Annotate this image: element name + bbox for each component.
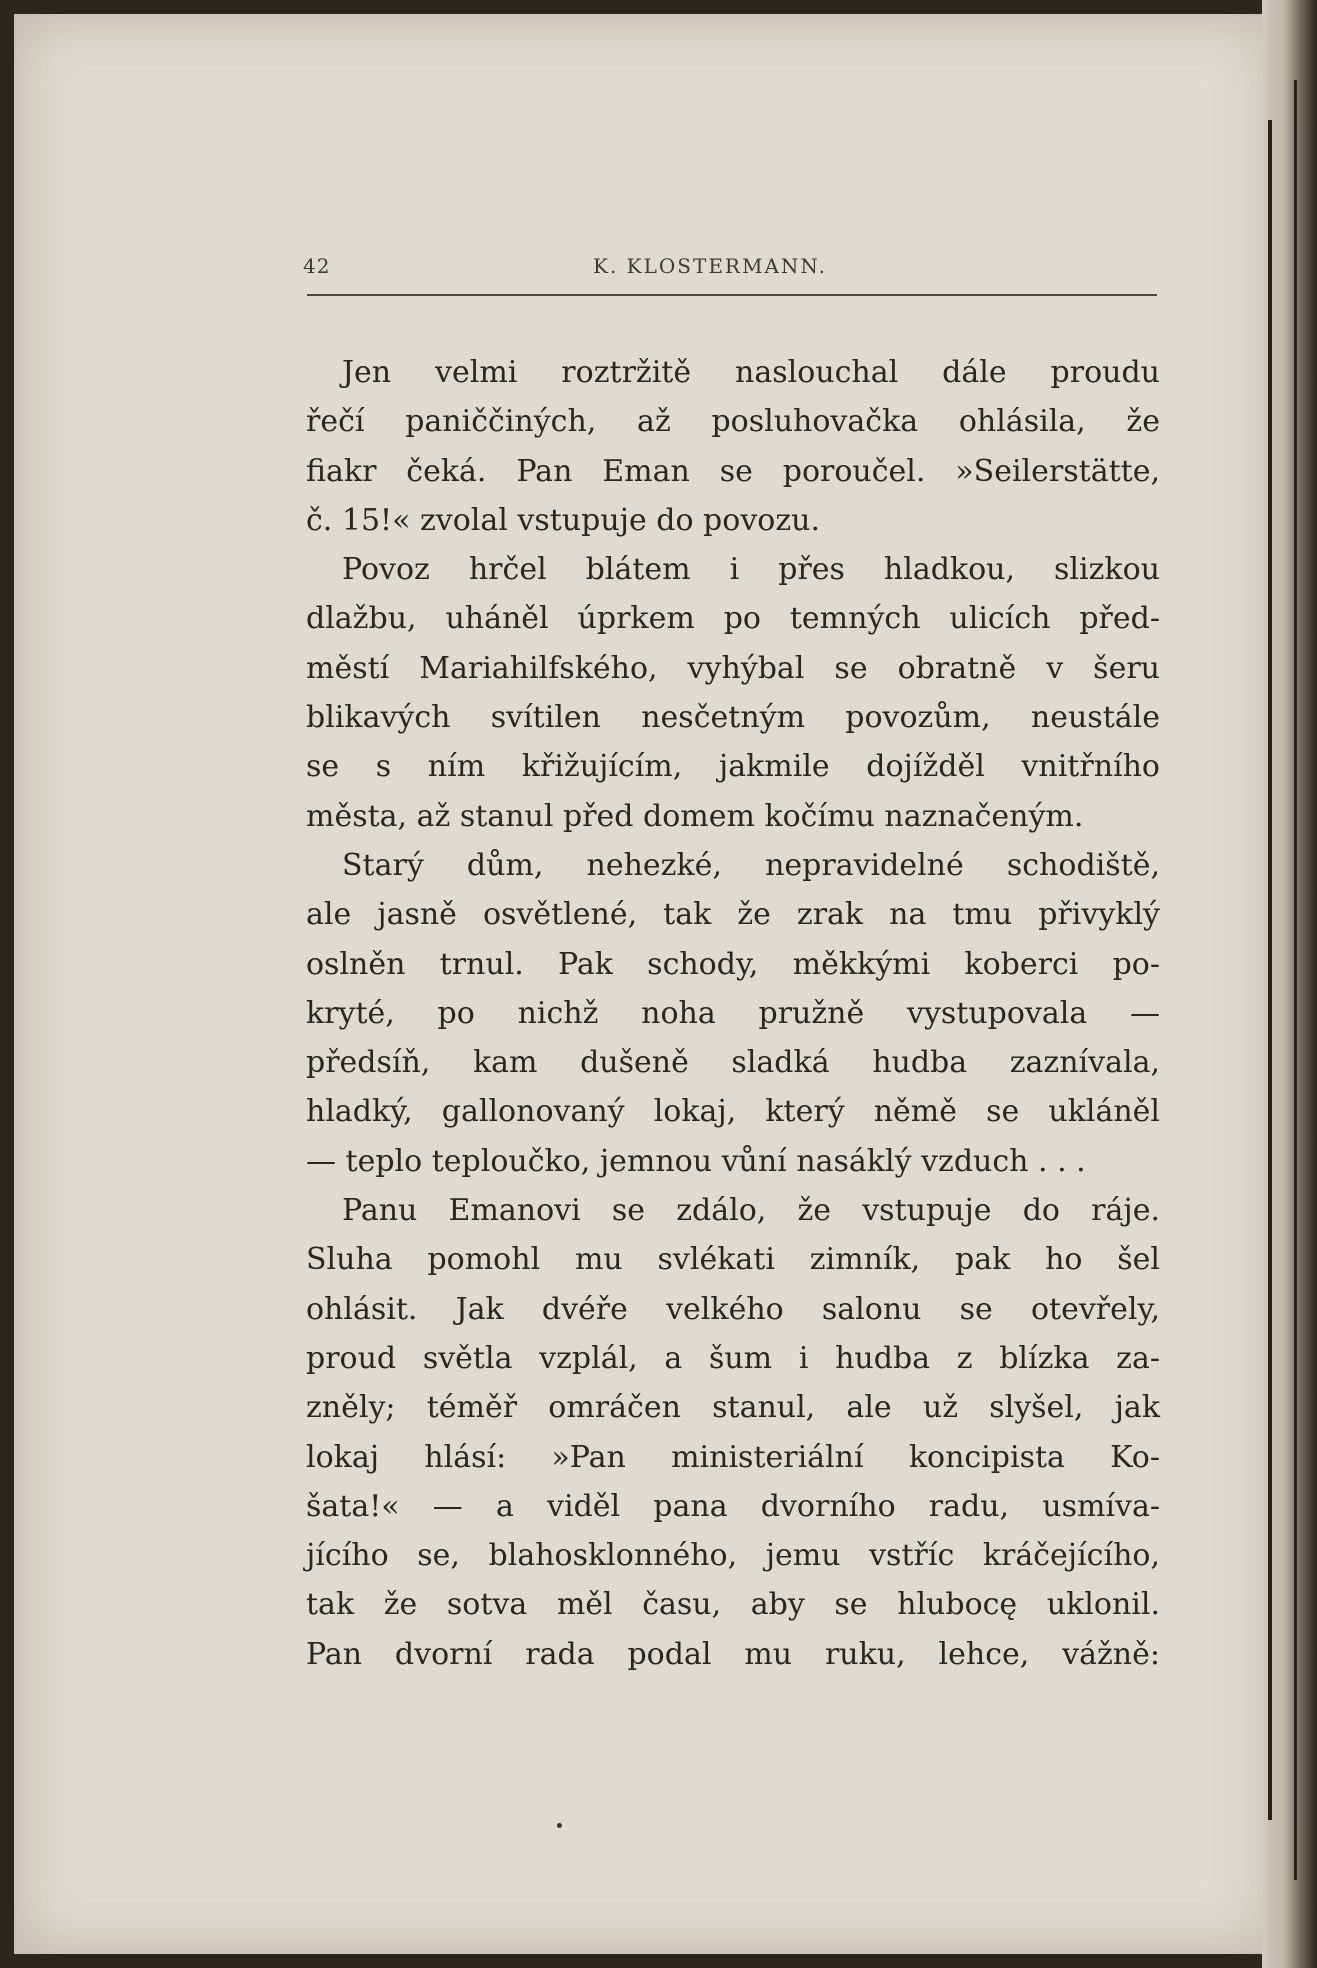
text-line: blikavých svítilen nesčetným povozům, neustále bbox=[306, 700, 1160, 736]
text-line: ohlásit. Jak dvéře velkého salonu se otevřely, bbox=[306, 1291, 1160, 1327]
text-line: fiakr čeká. Pan Eman se poroučel. »Seilerstätte, bbox=[306, 453, 1160, 489]
page-number: 42 bbox=[303, 254, 331, 278]
spine-shadow-line bbox=[1294, 80, 1297, 1880]
print-speck bbox=[557, 1823, 562, 1828]
text-line: šata!« — a viděl pana dvorního radu, usmíva- bbox=[306, 1488, 1160, 1524]
text-line: předsíň, kam dušeně sladká hudba zaznívala, bbox=[306, 1045, 1160, 1081]
text-line: jícího se, blahosklonného, jemu vstříc kráčejícího, bbox=[306, 1538, 1160, 1574]
book-spine-edge bbox=[1262, 0, 1317, 1968]
text-line: zněly; téměř omráčen stanul, ale už slyšel, jak bbox=[306, 1390, 1160, 1426]
text-line: Panu Emanovi se zdálo, že vstupuje do ráje. bbox=[342, 1193, 1160, 1229]
body-text bbox=[306, 348, 1160, 1679]
text-line: ale jasně osvětlené, tak že zrak na tmu přivyklý bbox=[306, 897, 1160, 933]
text-line: — teplo teploučko, jemnou vůní nasáklý vzduch . . . bbox=[306, 1143, 1086, 1179]
text-line: Jen velmi roztržitě naslouchal dále proudu bbox=[342, 355, 1160, 390]
spine-shadow-line bbox=[1268, 120, 1272, 1820]
text-line: tak že sotva měl času, aby se hlubocę uklonil. bbox=[306, 1587, 1160, 1623]
text-line: proud světla vzplál, a šum i hudba z blízka za- bbox=[306, 1340, 1160, 1376]
text-line: č. 15!« zvolal vstupuje do povozu. bbox=[306, 502, 820, 538]
running-head-title: K. KLOSTERMANN. bbox=[593, 254, 827, 278]
header-rule bbox=[307, 294, 1157, 296]
text-line: městí Mariahilfského, vyhýbal se obratně v šeru bbox=[306, 650, 1160, 686]
text-line: oslněn trnul. Pak schody, měkkými koberci po- bbox=[306, 946, 1160, 982]
text-line: lokaj hlásí: »Pan ministeriální koncipista Ko- bbox=[306, 1439, 1160, 1475]
text-line: Povoz hrčel blátem i přes hladkou, slizkou bbox=[342, 552, 1160, 588]
text-line: hladký, gallonovaný lokaj, který němě se ukláněl bbox=[306, 1094, 1160, 1130]
text-line: řečí paniččiných, až posluhovačka ohlásila, že bbox=[306, 404, 1160, 440]
text-line: Starý dům, nehezké, nepravidelné schodiště, bbox=[342, 847, 1160, 883]
text-line: města, až stanul před domem kočímu naznačeným. bbox=[306, 798, 1084, 834]
text-line: kryté, po nichž noha pružně vystupovala — bbox=[306, 995, 1160, 1031]
text-line: se s ním křižujícím, jakmile dojížděl vnitřního bbox=[306, 749, 1160, 785]
text-line: Sluha pomohl mu svlékati zimník, pak ho šel bbox=[306, 1242, 1160, 1278]
text-line: Pan dvorní rada podal mu ruku, lehce, vážně: bbox=[306, 1636, 1160, 1672]
running-head bbox=[291, 254, 1161, 286]
text-line: dlažbu, uháněl úprkem po temných ulicích před- bbox=[306, 601, 1160, 637]
